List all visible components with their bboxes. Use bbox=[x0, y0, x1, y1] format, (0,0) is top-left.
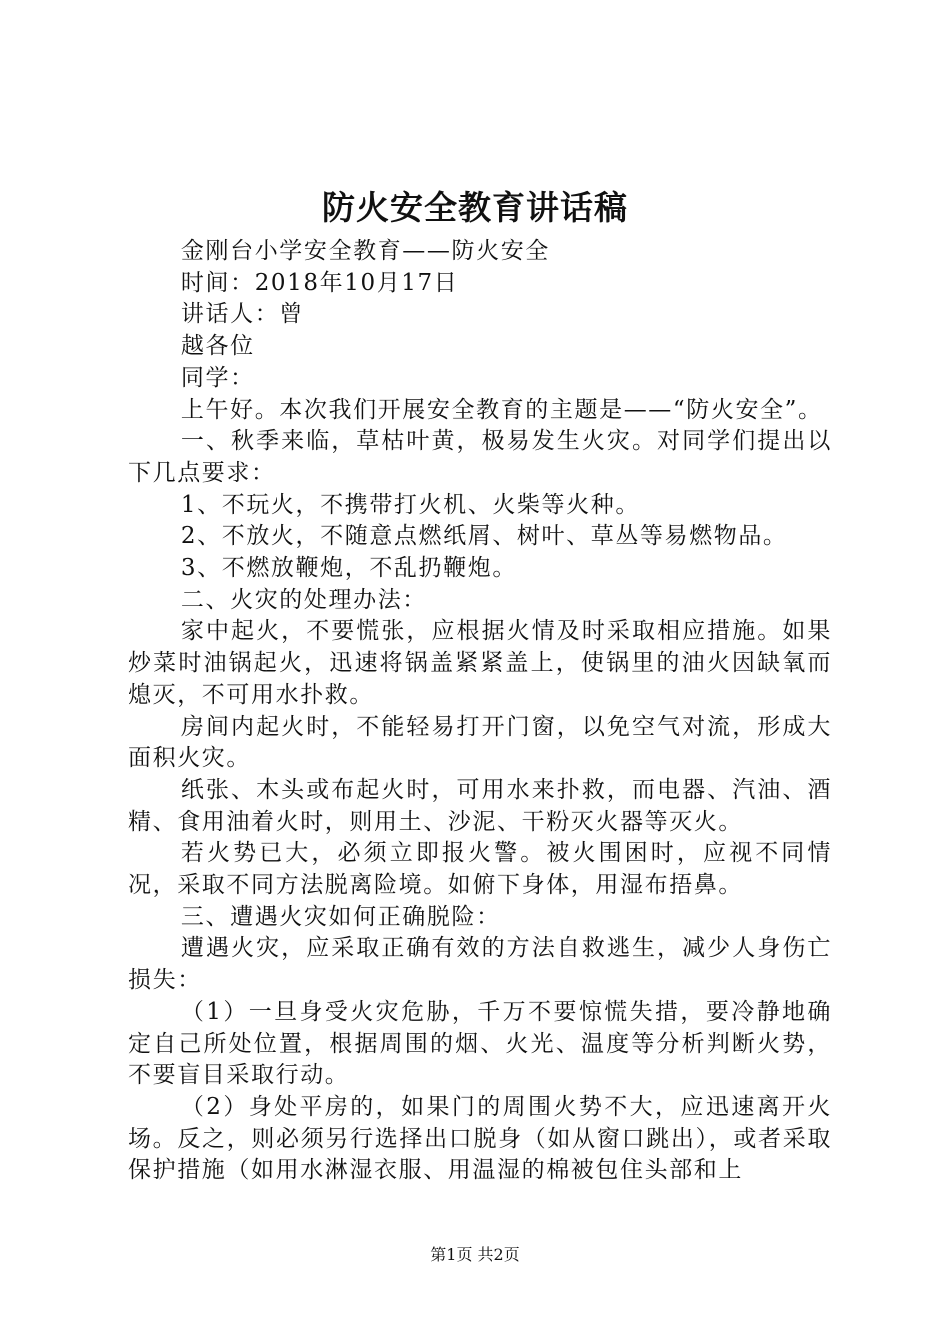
paragraph: 2、不放火，不随意点燃纸屑、树叶、草丛等易燃物品。 bbox=[180, 523, 788, 550]
paragraph: （2）身处平房的，如果门的周围火势不大，应迅速离开火场。反之，则必须另行选择出口脱身（如从窗口跳出），或者采取保护措施（如用水淋湿衣服、用温湿的棉被包住头部和上 bbox=[128, 1093, 832, 1184]
paragraph: 越各位 bbox=[180, 333, 255, 360]
paragraph: 时间：2018年10月17日 bbox=[180, 269, 459, 296]
page-number: 第1页 共2页 bbox=[430, 1245, 520, 1264]
paragraph: 同学： bbox=[180, 364, 255, 391]
paragraph: 二、火灾的处理办法： bbox=[180, 586, 427, 613]
paragraph: 一、秋季来临，草枯叶黄，极易发生火灾。对同学们提出以下几点要求： bbox=[128, 428, 832, 486]
paragraph: 3、不燃放鞭炮，不乱扔鞭炮。 bbox=[180, 555, 517, 582]
paragraph: 遭遇火灾，应采取正确有效的方法自救逃生，减少人身伤亡损失： bbox=[128, 935, 832, 994]
paragraph: 讲话人：曾 bbox=[180, 301, 304, 328]
paragraph: 1、不玩火，不携带打火机、火柴等火种。 bbox=[180, 491, 640, 518]
paragraph: （1）一旦身受火灾危胁，千万不要惊慌失措，要冷静地确定自己所处位置，根据周围的烟、火光、温度等分析判断火势，不要盲目采取行动。 bbox=[128, 998, 832, 1089]
paragraph: 金刚台小学安全教育——防火安全 bbox=[180, 238, 550, 264]
paragraph: 三、遭遇火灾如何正确脱险： bbox=[180, 903, 501, 930]
paragraph: 纸张、木头或布起火时，可用水来扑救，而电器、汽油、酒精、食用油着火时，则用土、沙泥、干粉灭火器等灭火。 bbox=[128, 776, 832, 835]
paragraph: 若火势已大，必须立即报火警。被火围困时，应视不同情况，采取不同方法脱离险境。如俯下身体，用湿布捂鼻。 bbox=[128, 840, 832, 899]
paragraph: 上午好。本次我们开展安全教育的主题是——“防火安全”。 bbox=[180, 396, 823, 423]
document-title: 防火安全教育讲话稿 bbox=[322, 188, 628, 227]
paragraph: 家中起火，不要慌张，应根据火情及时采取相应措施。如果炒菜时油锅起火，迅速将锅盖紧紧盖上，使锅里的油火因缺氧而熄灭，不可用水扑救。 bbox=[128, 618, 832, 708]
paragraph: 房间内起火时，不能轻易打开门窗，以免空气对流，形成大面积火灾。 bbox=[128, 713, 832, 772]
document-body bbox=[128, 236, 832, 1187]
